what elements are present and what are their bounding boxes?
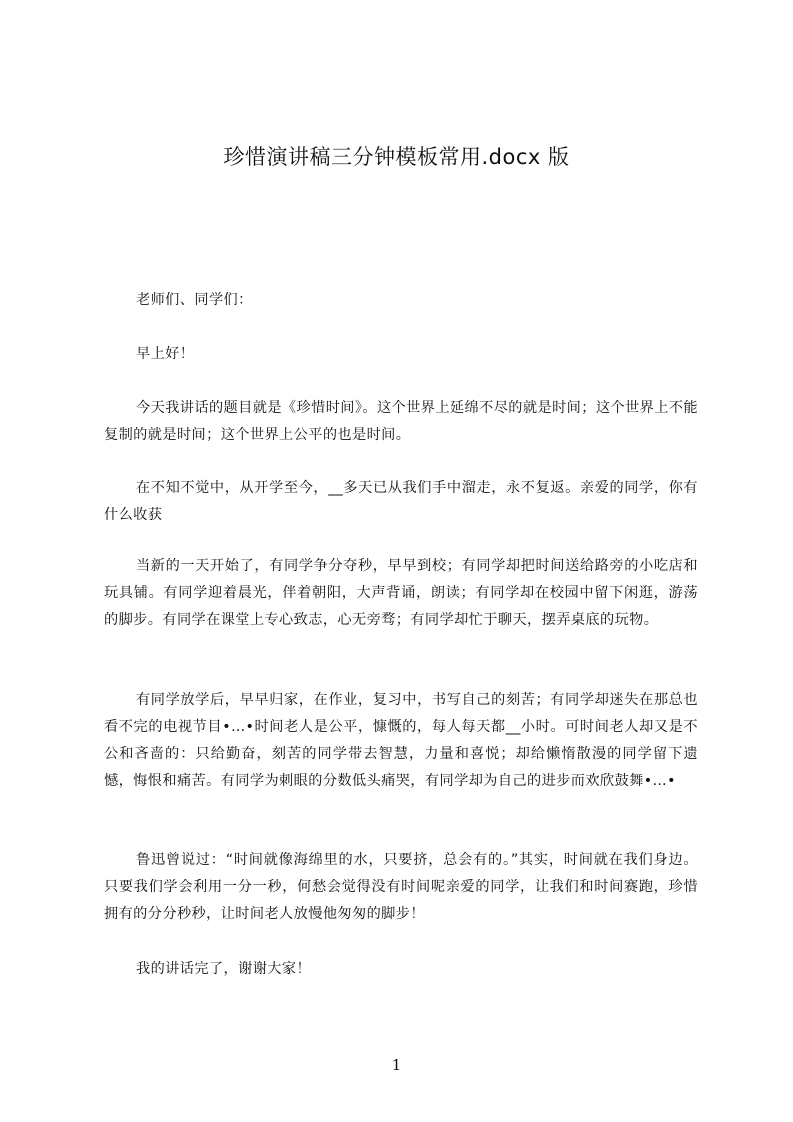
paragraph-new-day: 当新的一天开始了，有同学争分夺秒，早早到校；有同学却把时间送给路旁的小吃店和玩具铺。有同学迎着晨光，伴着朝阳，大声背诵，朗读；有同学却在校园中留下闲逛，游荡的脚步。有同学在课堂上专心致志，心无旁骛；有同学却忙于聊天，摆弄桌底的玩物。 [104,558,698,628]
paragraph-greeting: 老师们、同学们： [136,292,253,308]
paragraph-lu-xun-quote: 鲁迅曾说过：“时间就像海绵里的水，只要挤，总会有的。”其实，时间就在我们身边。只要我们学会利用一分一秒，何愁会觉得没有时间呢亲爱的同学，让我们和时间赛跑，珍惜拥有的分分秒秒，让时间老人放慢他匆匆的脚步！ [104,852,698,922]
page-number: 1 [391,1056,402,1074]
paragraph-topic: 今天我讲话的题目就是《珍惜时间》。这个世界上延绵不尽的就是时间；这个世界上不能复制的就是时间；这个世界上公平的也是时间。 [104,400,698,443]
paragraph-closing: 我的讲话完了，谢谢大家！ [136,961,312,977]
paragraph-after-school: 有同学放学后，早早归家，在作业，复习中，书写自己的刻苦；有同学却迷失在那总也看不完的电视节目•…•时间老人是公平，慷慨的，每人每天都__小时。可时间老人却又是不公和吝啬的：只给勤奋，刻苦的同学带去智慧，力量和喜悦；却给懒惰散漫的同学留下遗憾，悔恨和痛苦。有同学为刺眼的分数低头痛哭，有同学却为自己的进步而欢欣鼓舞•…• [104,692,698,789]
paragraph-good-morning: 早上好！ [136,346,195,362]
document-title: 珍惜演讲稿三分钟模板常用.docx 版 [223,145,570,169]
paragraph-since-school-start: 在不知不觉中，从开学至今，__多天已从我们手中溜走，永不复返。亲爱的同学，你有什么收获 [104,480,698,523]
